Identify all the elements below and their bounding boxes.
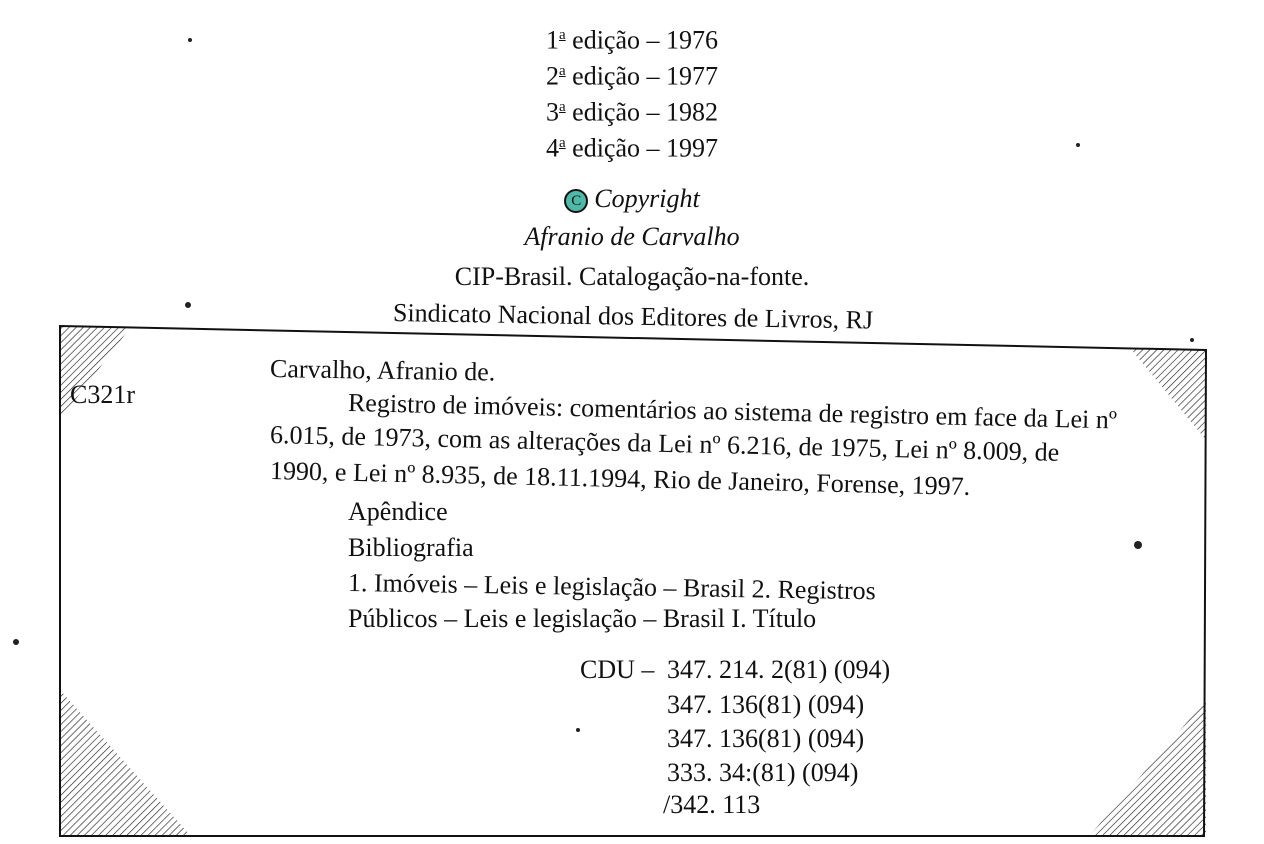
author: Carvalho, Afranio de. — [269, 354, 496, 387]
cdu-code: 333. 34:(81) (094) — [667, 758, 859, 787]
cip-line-1: CIP-Brasil. Catalogação-na-fonte. — [454, 262, 810, 291]
subject-line: Públicos – Leis e legislação – Brasil I. Título — [348, 604, 817, 633]
ordinal-suffix: a — [558, 27, 566, 43]
copyright-label: Copyright — [594, 184, 700, 213]
cdu-code: 347. 136(81) (094) — [667, 690, 865, 719]
copyright-holder: Afranio de Carvalho — [524, 222, 740, 251]
description-line: 1990, e Lei nº 8.935, de 18.11.1994, Rio de Janeiro, Forense, 1997. — [269, 456, 971, 501]
call-number: C321r — [70, 380, 135, 409]
ordinal-suffix: a — [558, 135, 566, 151]
description-line: 6.015, de 1973, com as alterações da Lei nº 6.216, de 1975, Lei nº 8.009, de — [269, 420, 1060, 467]
edition-number: 4 — [545, 133, 559, 163]
edition-text: edição – 1982 — [572, 97, 718, 127]
edition-text: edição – 1997 — [572, 133, 718, 163]
cdu-code: 347. 214. 2(81) (094) — [667, 655, 891, 684]
edition-number: 3 — [545, 97, 559, 127]
note-bibliography: Bibliografia — [348, 533, 474, 562]
edition-line — [0, 128, 1264, 164]
edition-line — [0, 20, 1264, 56]
cdu-code: 347. 136(81) (094) — [667, 724, 865, 753]
edition-line — [0, 92, 1264, 128]
copyright-icon: C — [564, 189, 588, 213]
edition-text: edição – 1976 — [572, 25, 718, 55]
copyright-line — [0, 184, 1264, 214]
note-appendix: Apêndice — [348, 497, 448, 526]
ordinal-suffix: a — [558, 99, 566, 115]
ordinal-suffix: a — [558, 63, 566, 79]
cdu-code: /342. 113 — [663, 790, 761, 819]
cdu-label: CDU – — [580, 655, 655, 684]
cip-line-2: Sindicato Nacional dos Editores de Livros, RJ — [392, 298, 874, 335]
edition-number: 2 — [545, 61, 559, 91]
edition-number: 1 — [545, 25, 559, 55]
subject-line: 1. Imóveis – Leis e legislação – Brasil 2. Registros — [347, 568, 877, 606]
edition-text: edição – 1977 — [572, 61, 718, 91]
description-line: Registro de imóveis: comentários ao sistema de registro em face da Lei nº — [347, 388, 1118, 435]
edition-line — [0, 56, 1264, 92]
